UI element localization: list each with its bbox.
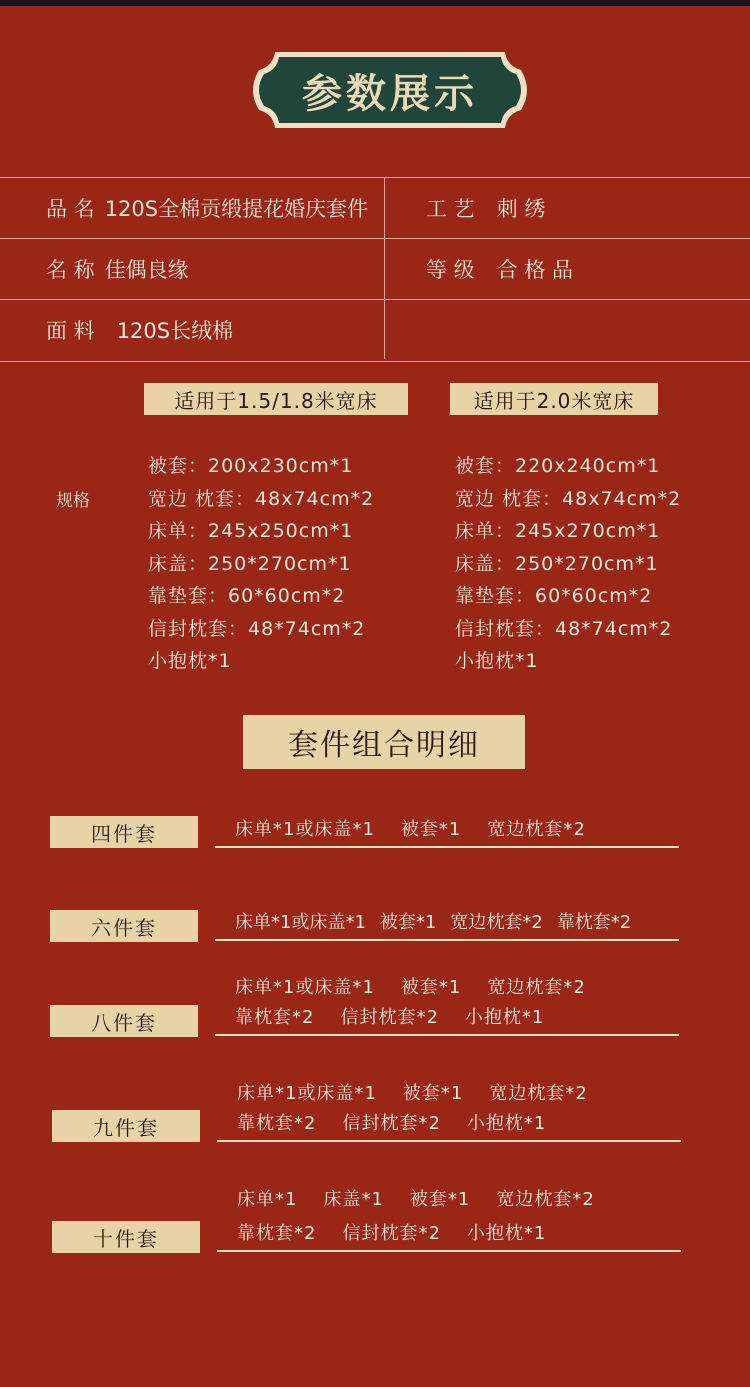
spec-list-small-bed xyxy=(148,452,374,680)
spec-item: 小抱枕*1 xyxy=(148,650,232,672)
spec-item: 靠垫套：60*60cm*2 xyxy=(148,585,346,607)
params-row xyxy=(0,299,750,362)
param-key: 等 级 xyxy=(426,258,475,282)
combo-underline xyxy=(217,1140,681,1142)
spec-list-large-bed xyxy=(455,452,681,680)
spec-item: 靠垫套：60*60cm*2 xyxy=(455,585,653,607)
top-border xyxy=(0,0,750,6)
page-title: 参数展示 xyxy=(302,70,478,117)
combo-item: 靠枕套*2 xyxy=(237,1113,317,1134)
combo-item: 信封枕套*2 xyxy=(340,1007,439,1028)
spec-item: 被套：220x240cm*1 xyxy=(455,455,661,477)
param-key: 品 名 xyxy=(46,197,95,221)
param-key: 面 料 xyxy=(46,319,95,343)
param-value: 刺 绣 xyxy=(496,197,546,221)
combo-item: 宽边枕套*2 xyxy=(450,912,543,933)
combo-item: 小抱枕*1 xyxy=(464,1007,545,1028)
combo-item: 小抱枕*1 xyxy=(466,1113,547,1134)
combo-item: 宽边枕套*2 xyxy=(489,1083,588,1104)
combo-underline xyxy=(215,846,679,848)
combo-eight-items-line1 xyxy=(235,973,612,999)
combo-item: 宽边枕套*2 xyxy=(487,977,586,998)
combo-four-items xyxy=(235,815,612,841)
param-grade xyxy=(426,239,573,299)
params-row xyxy=(0,238,750,299)
combo-tag-nine: 九件套 xyxy=(52,1110,200,1142)
spec-item: 床盖：250*270cm*1 xyxy=(455,552,659,575)
combo-item: 床盖*1 xyxy=(323,1189,384,1210)
spec-item: 宽边 枕套：48x74cm*2 xyxy=(148,487,375,510)
spec-header-large-bed: 适用于2.0米宽床 xyxy=(450,383,658,415)
param-value: 佳偶良缘 xyxy=(104,258,189,282)
combo-tag-eight: 八件套 xyxy=(50,1005,198,1037)
combo-underline xyxy=(217,1250,681,1252)
title-badge xyxy=(245,50,535,130)
combo-item: 靠枕套*2 xyxy=(556,912,632,933)
combo-tag-six: 六件套 xyxy=(50,910,198,942)
combo-item: 床单*1或床盖*1 xyxy=(235,977,375,998)
spec-item: 被套：200x230cm*1 xyxy=(148,455,354,477)
param-value: 120S全棉贡缎提花婚庆套件 xyxy=(104,197,369,221)
combo-item: 被套*1 xyxy=(409,1189,471,1210)
combo-underline xyxy=(215,1034,679,1036)
combo-item: 床单*1或床盖*1 xyxy=(235,819,375,840)
combo-item: 被套*1 xyxy=(402,1083,464,1104)
spec-item: 信封枕套：48*74cm*2 xyxy=(148,617,366,640)
combo-item: 被套*1 xyxy=(379,912,437,933)
param-product-name xyxy=(46,178,368,238)
params-row xyxy=(0,177,750,238)
combo-item: 宽边枕套*2 xyxy=(487,819,586,840)
param-name xyxy=(46,239,189,299)
spec-item: 床单：245x270cm*1 xyxy=(455,520,661,542)
spec-item: 宽边 枕套：48x74cm*2 xyxy=(455,487,682,510)
combo-item: 信封枕套*2 xyxy=(342,1113,441,1134)
combo-item: 床单*1或床盖*1 xyxy=(235,912,366,933)
spec-item: 小抱枕*1 xyxy=(455,650,539,672)
param-value: 合 格 品 xyxy=(496,258,574,282)
param-fabric xyxy=(46,300,233,360)
param-key: 名 称 xyxy=(46,258,95,282)
combo-nine-items-line1 xyxy=(237,1079,614,1105)
combo-item: 床单*1 xyxy=(237,1189,298,1210)
combo-item: 信封枕套*2 xyxy=(342,1223,441,1244)
param-key: 工 艺 xyxy=(426,197,475,221)
combo-nine-items-line2 xyxy=(237,1109,572,1135)
table-divider xyxy=(384,177,385,359)
params-table xyxy=(0,177,750,362)
combo-ten-items-line2 xyxy=(237,1219,572,1245)
spec-item: 床盖：250*270cm*1 xyxy=(148,552,352,575)
combo-six-items xyxy=(235,908,631,934)
combo-tag-ten: 十件套 xyxy=(52,1221,200,1253)
combo-heading: 套件组合明细 xyxy=(243,715,525,769)
combo-item: 床单*1或床盖*1 xyxy=(237,1083,377,1104)
combo-ten-items-line1 xyxy=(237,1185,621,1211)
spec-header-small-bed: 适用于1.5/1.8米宽床 xyxy=(144,383,408,415)
combo-underline xyxy=(215,939,679,941)
spec-item: 床单：245x250cm*1 xyxy=(148,520,354,542)
param-value: 120S长绒棉 xyxy=(116,319,234,343)
combo-item: 靠枕套*2 xyxy=(235,1007,315,1028)
param-craft xyxy=(426,178,545,238)
combo-item: 宽边枕套*2 xyxy=(496,1189,595,1210)
combo-item: 靠枕套*2 xyxy=(237,1223,317,1244)
combo-eight-items-line2 xyxy=(235,1003,570,1029)
spec-item: 信封枕套：48*74cm*2 xyxy=(455,617,673,640)
spec-label: 规格 xyxy=(56,491,90,511)
combo-item: 小抱枕*1 xyxy=(466,1223,547,1244)
combo-tag-four: 四件套 xyxy=(50,816,198,848)
combo-item: 被套*1 xyxy=(400,977,462,998)
combo-item: 被套*1 xyxy=(400,819,462,840)
